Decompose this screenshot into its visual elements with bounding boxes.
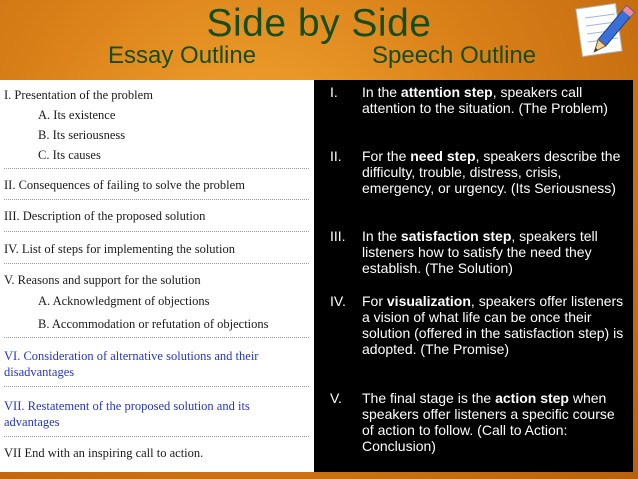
divider bbox=[4, 231, 309, 232]
speech-item-number: IV. bbox=[330, 293, 346, 309]
essay-item: B. Its seriousness bbox=[38, 128, 126, 142]
essay-item: B. Accommodation or refutation of objections bbox=[38, 317, 269, 331]
essay-item: VII End with an inspiring call to action. bbox=[4, 446, 204, 460]
essay-item-blue: VI. Consideration of alternative solutions and their disadvantages bbox=[4, 349, 259, 379]
speech-item-text: For visualization, speakers offer listeners a vision of what life can be once their solution (offered in the satisfaction step) is adopted. (The Promise) bbox=[362, 293, 624, 357]
divider bbox=[4, 263, 309, 264]
divider bbox=[4, 337, 309, 338]
speech-item-text: The final stage is the action step when speakers offer listeners a specific course of action to follow. (Call to Action: Conclusion) bbox=[362, 390, 615, 454]
speech-item-number: V. bbox=[330, 390, 342, 406]
divider bbox=[4, 386, 309, 387]
speech-item-text: In the satisfaction step, speakers tell listeners how to satisfy the need they establish. (The Solution) bbox=[362, 228, 598, 276]
speech-item-number: II. bbox=[330, 148, 342, 164]
pencil-icon bbox=[573, 2, 635, 68]
speech-item-number: III. bbox=[330, 228, 346, 244]
speech-item-text: In the attention step, speakers call attention to the situation. (The Problem) bbox=[362, 84, 608, 116]
speech-item-text: For the need step, speakers describe the difficulty, trouble, distress, crisis, emergency, or urgency. (Its Seriousness) bbox=[362, 148, 621, 196]
essay-item: I. Presentation of the problem bbox=[4, 88, 153, 102]
essay-item: A. Acknowledgment of objections bbox=[38, 294, 210, 308]
slide-title: Side by Side bbox=[206, 2, 432, 45]
essay-item-blue: VII. Restatement of the proposed solution and its advantages bbox=[4, 399, 250, 429]
essay-item: A. Its existence bbox=[38, 108, 116, 122]
speech-outline-panel bbox=[314, 80, 633, 472]
essay-outline-panel bbox=[0, 80, 314, 472]
essay-outline-heading: Essay Outline bbox=[108, 42, 257, 69]
divider bbox=[4, 436, 309, 437]
essay-item: III. Description of the proposed solution bbox=[4, 209, 206, 223]
divider bbox=[4, 168, 309, 169]
essay-item: IV. List of steps for implementing the solution bbox=[4, 242, 235, 256]
essay-item: C. Its causes bbox=[38, 148, 101, 162]
essay-item: II. Consequences of failing to solve the problem bbox=[4, 178, 245, 192]
essay-item: V. Reasons and support for the solution bbox=[4, 273, 201, 287]
divider bbox=[4, 199, 309, 200]
speech-outline-heading: Speech Outline bbox=[372, 42, 537, 69]
speech-item-number: I. bbox=[330, 84, 338, 100]
